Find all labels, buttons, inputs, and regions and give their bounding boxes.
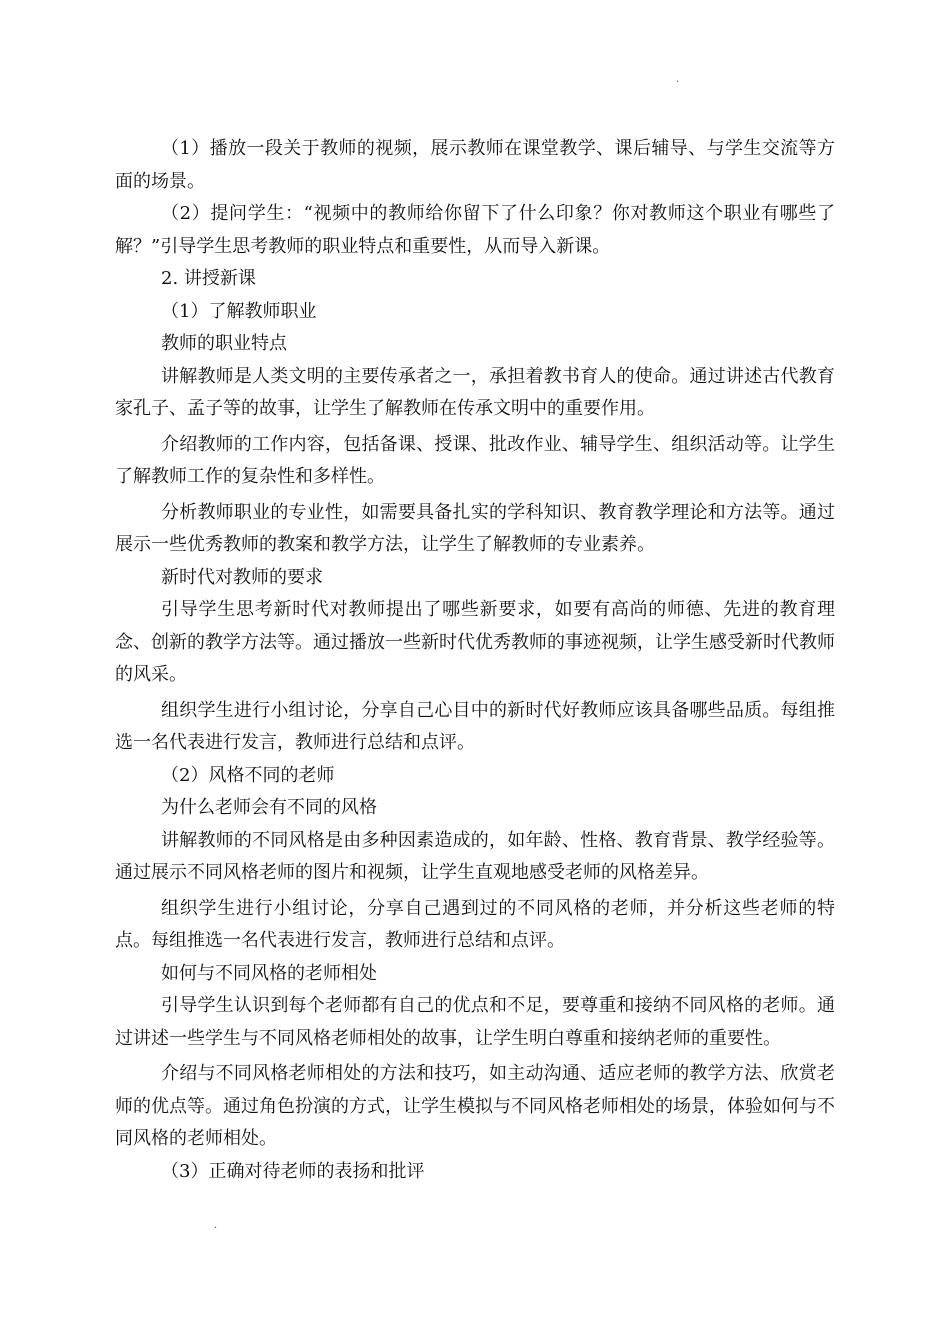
paragraph-style-factors: 讲解教师的不同风格是由多种因素造成的，如年龄、性格、教育背景、教学经验等。通过展示不同风格老师的图片和视频，让学生直观地感受老师的风格差异。 bbox=[115, 829, 835, 883]
subsection-heading-3: （3）正确对待老师的表扬和批评 bbox=[161, 1160, 425, 1182]
paragraph-ask-students: （2）提问学生：“视频中的教师给你留下了什么印象？你对教师这个职业有哪些了解？”引导学生思考教师的职业特点和重要性，从而导入新课。 bbox=[115, 203, 835, 257]
paragraph-new-requirements: 引导学生思考新时代对教师提出了哪些新要求，如要有高尚的师德、先进的教育理念、创新的教学方法等。通过播放一些新时代优秀教师的事迹视频，让学生感受新时代教师的风采。 bbox=[115, 599, 835, 685]
subsection-heading-1: （1）了解教师职业 bbox=[161, 300, 317, 322]
bottom-mark: · bbox=[214, 1223, 218, 1234]
paragraph-professionalism: 分析教师职业的专业性，如需要具备扎实的学科知识、教育教学理论和方法等。通过展示一些优秀教师的教案和教学方法，让学生了解教师的专业素养。 bbox=[115, 501, 835, 555]
section-heading-new-lesson: 2. 讲授新课 bbox=[161, 268, 256, 289]
paragraph-methods-skills: 介绍与不同风格老师相处的方法和技巧，如主动沟通、适应老师的教学方法、欣赏老师的优点等。通过角色扮演的方式，让学生模拟与不同风格老师相处的场景，体验如何与不同风格的老师相处。 bbox=[115, 1063, 835, 1149]
topic-heading-career-features: 教师的职业特点 bbox=[161, 333, 287, 354]
document-body bbox=[115, 133, 835, 1188]
topic-heading-get-along: 如何与不同风格的老师相处 bbox=[161, 962, 377, 984]
paragraph-group-discussion-1: 组织学生进行小组讨论，分享自己心目中的新时代好教师应该具备哪些品质。每组推选一名代表进行发言，教师进行总结和点评。 bbox=[115, 699, 835, 753]
top-mark: · bbox=[676, 77, 680, 88]
subsection-heading-2: （2）风格不同的老师 bbox=[161, 764, 335, 786]
paragraph-explain-teacher: 讲解教师是人类文明的主要传承者之一，承担着教书育人的使命。通过讲述古代教育家孔子、孟子等的故事，让学生了解教师在传承文明中的重要作用。 bbox=[115, 365, 835, 419]
topic-heading-why-styles: 为什么老师会有不同的风格 bbox=[161, 797, 377, 818]
paragraph-group-discussion-2: 组织学生进行小组讨论，分享自己遇到过的不同风格的老师，并分析这些老师的特点。每组推选一名代表进行发言，教师进行总结和点评。 bbox=[115, 897, 835, 951]
paragraph-play-video: （1）播放一段关于教师的视频，展示教师在课堂教学、课后辅导、与学生交流等方面的场景。 bbox=[115, 138, 835, 192]
topic-heading-new-era: 新时代对教师的要求 bbox=[161, 566, 323, 588]
paragraph-respect-teachers: 引导学生认识到每个老师都有自己的优点和不足，要尊重和接纳不同风格的老师。通过讲述一些学生与不同风格老师相处的故事，让学生明白尊重和接纳老师的重要性。 bbox=[115, 995, 835, 1049]
paragraph-work-content: 介绍教师的工作内容，包括备课、授课、批改作业、辅导学生、组织活动等。让学生了解教师工作的复杂性和多样性。 bbox=[115, 433, 835, 487]
